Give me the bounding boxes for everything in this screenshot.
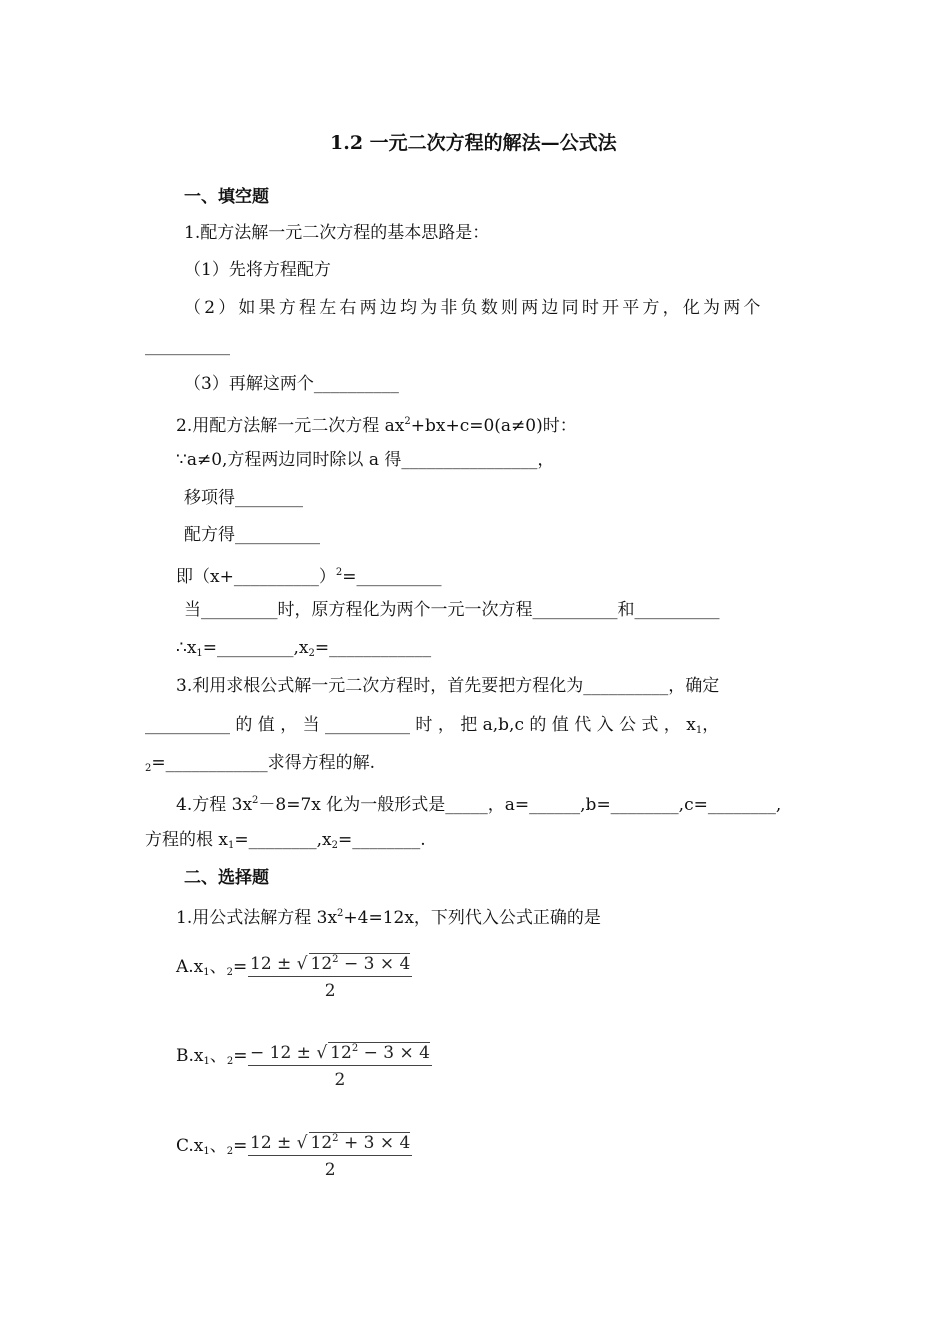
- option-a-label: $A.x_1$、$_2$=: [176, 957, 248, 978]
- q2-line-roots: $\therefore x_1=\_\_\_\_\_\_\_\_\_,x_2=\_\_\_\_\_\_\_\_\_\_\_\_$: [176, 638, 432, 659]
- option-c-fraction: $\frac{12 \pm √ 12^2 + 3 \times 4}{2}$: [250, 1133, 411, 1180]
- q2-line-divide: ∵a≠0,方程两边同时除以 a 得________________，: [176, 450, 555, 470]
- q3-line-2: __________ 的 值 ， 当 __________ 时 ， 把 a,b,c 的 值 代 入 公 式 ， $x_1$，: [145, 715, 720, 736]
- q4-line-1: 4.方程 $3x^2-8=7x$ 化为一般形式是_____，a=______,b=________,c=________,: [176, 795, 782, 815]
- q1-step-3: （3）再解这两个__________: [184, 374, 399, 394]
- q2-line-when: 当_________时，原方程化为两个一元一次方程__________和__________: [184, 600, 720, 620]
- q2-stem: 2.用配方法解一元二次方程 $ax^2+bx+c=0(a\ne 0)$时：: [176, 416, 577, 436]
- q1-step-1: （1）先将方程配方: [184, 260, 331, 280]
- option-b-fraction: $\frac{- 12 \pm √ 12^2 - 3 \times 4}{2}$: [250, 1043, 430, 1090]
- q2-line-complete: 配方得__________: [184, 525, 320, 545]
- option-c-label: $C.x_1$、$_2$=: [176, 1136, 248, 1157]
- option-b-label: $B.x_1$、$_2$=: [176, 1046, 248, 1067]
- section-heading-choice: 二、选择题: [184, 868, 269, 888]
- section-heading-fill-in: 一、填空题: [184, 187, 269, 207]
- option-a-fraction: $\frac{12 \pm √ 12^2 - 3 \times 4}{2}$: [250, 954, 411, 1001]
- q3-line-1: 3.利用求根公式解一元二次方程时，首先要把方程化为__________，确定: [176, 676, 720, 696]
- page-title: 1.2 一元二次方程的解法—公式法: [330, 132, 617, 154]
- q1-stem: 1.配方法解一元二次方程的基本思路是：: [184, 223, 490, 243]
- q2-line-square-form: 即（x+__________）$^2$=__________: [176, 567, 442, 587]
- q1-step-2: （2）如果方程左右两边均为非负数则两边同时开平方，化为两个: [184, 298, 764, 318]
- q3-line-3: $_2$=____________求得方程的解.: [145, 753, 376, 774]
- q1-step-2-blank: __________: [145, 336, 230, 356]
- q4-line-2: 方程的根 $x_1=\_\_\_\_\_\_\_\_,x_2=\_\_\_\_\_\_\_\_$.: [145, 830, 426, 851]
- mc-q1-stem: 1.用公式法解方程 $3x^2+4=12x$，下列代入公式正确的是: [176, 908, 601, 928]
- q2-line-move: 移项得________: [184, 488, 303, 508]
